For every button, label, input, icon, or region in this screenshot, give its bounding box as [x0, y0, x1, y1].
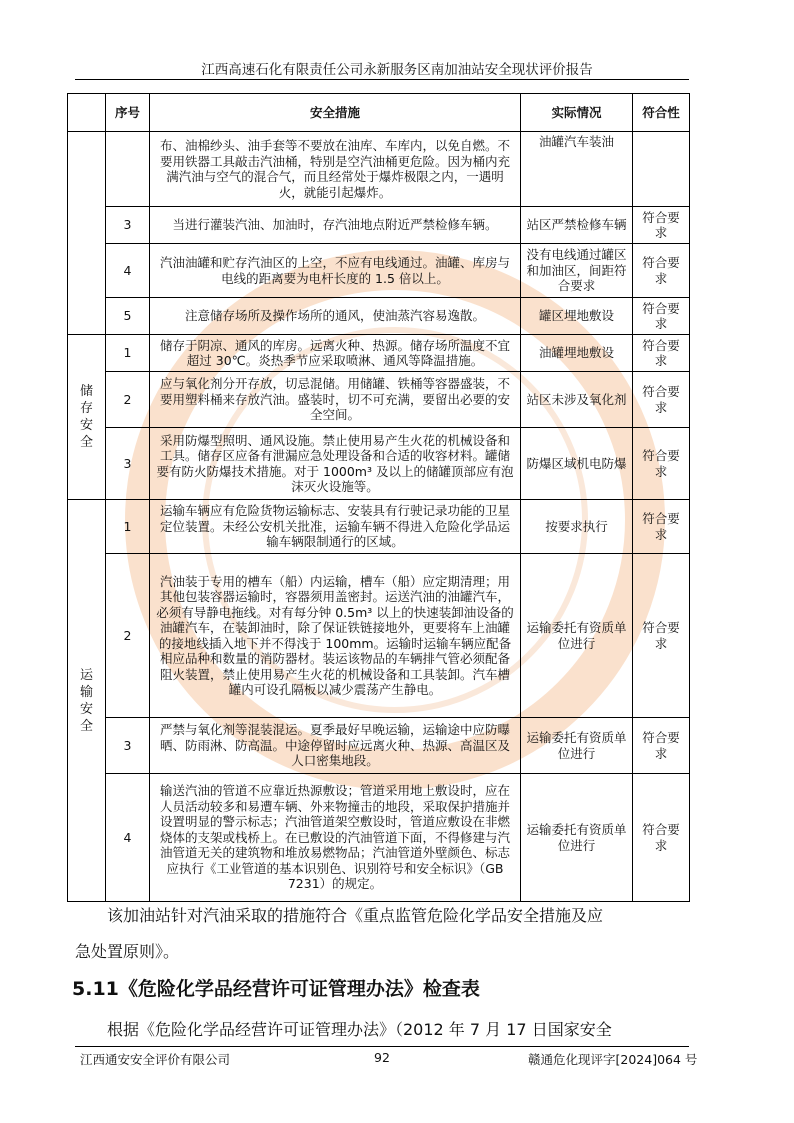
section-title: 5.11《危险化学品经营许可证管理办法》检查表	[72, 978, 480, 1000]
conclusion-line-1: 该加油站针对汽油采取的措施符合《重点监管危险化学品安全措施及应	[107, 906, 604, 925]
row-number: 3	[106, 428, 150, 500]
conform-cell: 符合要求	[633, 428, 690, 500]
row-number: 4	[106, 774, 150, 902]
row-number: 2	[106, 554, 150, 718]
row-number: 3	[106, 718, 150, 774]
table-header-row	[68, 94, 690, 132]
measure-cell: 布、油棉纱头、油手套等不要放在油库、车库内，以免自燃。不要用铁器工具敲击汽油桶，特别是空汽油桶更危险。因为桶内充满汽油与空气的混合气，而且经常处于爆炸极限之内，一遇明火，就能引起爆炸。	[150, 132, 521, 207]
table-row	[68, 207, 690, 244]
actual-cell: 没有电线通过罐区和加油区，间距符合要求	[521, 244, 633, 298]
measure-cell: 储存于阴凉、通风的库房。远离火种、热源。储存场所温度不宜超过 30℃。炎热季节应采取喷淋、通风等降温措施。	[150, 335, 521, 372]
row-number: 5	[106, 298, 150, 335]
footer-divider	[75, 1046, 689, 1047]
table-row	[68, 428, 690, 500]
row-number: 4	[106, 244, 150, 298]
actual-cell: 站区严禁检修车辆	[521, 207, 633, 244]
intro-paragraph: 根据《危险化学品经营许可证管理办法》（2012 年 7 月 17 日国家安全	[107, 1020, 612, 1039]
header-divider	[75, 79, 689, 80]
measure-cell: 汽油油罐和贮存汽油区的上空，不应有电线通过。油罐、库房与电线的距离要为电杆长度的 1.5 倍以上。	[150, 244, 521, 298]
measure-cell: 严禁与氧化剂等混装混运。夏季最好早晚运输，运输途中应防曝晒、防雨淋、防高温。中途停留时应远离火种、热源、高温区及人口密集地段。	[150, 718, 521, 774]
measure-cell: 采用防爆型照明、通风设施。禁止使用易产生火花的机械设备和工具。储存区应备有泄漏应急处理设备和合适的收容材料。罐储要有防火防爆技术措施。对于 1000m³ 及以上的储罐顶部应有泡沫灭火设施等。	[150, 428, 521, 500]
conform-cell: 符合要求	[633, 298, 690, 335]
actual-cell: 运输委托有资质单位进行	[521, 554, 633, 718]
actual-cell: 站区未涉及氧化剂	[521, 372, 633, 428]
conform-cell: 符合要求	[633, 774, 690, 902]
actual-cell: 油罐汽车装油	[521, 132, 633, 207]
page-header: 江西高速石化有限责任公司永新服务区南加油站安全现状评价报告	[201, 62, 593, 78]
conform-cell: 符合要求	[633, 335, 690, 372]
conform-header: 符合性	[633, 94, 690, 132]
row-number	[106, 132, 150, 207]
measure-cell: 输送汽油的管道不应靠近热源敷设；管道采用地上敷设时，应在人员活动较多和易遭车辆、外来物撞击的地段，采取保护措施并设置明显的警示标志；汽油管道架空敷设时，管道应敷设在非燃烧体的支架或栈桥上。在已敷设的汽油管道下面，不得修建与汽油管道无关的建筑物和堆放易燃物品；汽油管道外壁颜色、标志应执行《工业管道的基本识别色、识别符号和安全标识》（GB 7231）的规定。	[150, 774, 521, 902]
actual-cell: 罐区埋地敷设	[521, 298, 633, 335]
category-cell: 储存安全	[68, 335, 106, 500]
table-row	[68, 132, 690, 207]
footer-doc-number: 赣通危化现评字[2024]064 号	[528, 1052, 698, 1067]
page-number: 92	[374, 1050, 390, 1065]
conclusion-line-2: 急处置原则》。	[75, 942, 180, 961]
table-row	[68, 774, 690, 902]
category-cell	[68, 132, 106, 335]
actual-cell: 油罐埋地敷设	[521, 335, 633, 372]
table-row	[68, 298, 690, 335]
table-row	[68, 372, 690, 428]
conform-cell: 符合要求	[633, 500, 690, 554]
table-row	[68, 500, 690, 554]
row-number: 1	[106, 500, 150, 554]
safety-measures-table	[67, 93, 690, 902]
measure-cell: 应与氧化剂分开存放，切忌混储。用储罐、铁桶等容器盛装，不要用塑料桶来存放汽油。盛装时，切不可充满，要留出必要的安全空间。	[150, 372, 521, 428]
measure-header: 安全措施	[150, 94, 521, 132]
conform-cell	[633, 132, 690, 207]
row-number: 2	[106, 372, 150, 428]
conform-cell: 符合要求	[633, 554, 690, 718]
measure-cell: 当进行灌装汽油、加油时，存汽油地点附近严禁检修车辆。	[150, 207, 521, 244]
measure-cell: 运输车辆应有危险货物运输标志、安装具有行驶记录功能的卫星定位装置。未经公安机关批准，运输车辆不得进入危险化学品运输车辆限制通行的区域。	[150, 500, 521, 554]
row-number: 1	[106, 335, 150, 372]
table-row	[68, 718, 690, 774]
actual-header: 实际情况	[521, 94, 633, 132]
actual-cell: 防爆区域机电防爆	[521, 428, 633, 500]
table-row	[68, 554, 690, 718]
table-row	[68, 335, 690, 372]
conform-cell: 符合要求	[633, 244, 690, 298]
measure-cell: 注意储存场所及操作场所的通风，使油蒸汽容易逸散。	[150, 298, 521, 335]
conform-cell: 符合要求	[633, 372, 690, 428]
table-row	[68, 244, 690, 298]
actual-cell: 运输委托有资质单位进行	[521, 718, 633, 774]
actual-cell: 运输委托有资质单位进行	[521, 774, 633, 902]
category-header	[68, 94, 106, 132]
row-number: 3	[106, 207, 150, 244]
conform-cell: 符合要求	[633, 718, 690, 774]
conform-cell: 符合要求	[633, 207, 690, 244]
category-cell: 运输安全	[68, 500, 106, 902]
footer-company: 江西通安安全评价有限公司	[80, 1052, 231, 1067]
num-header: 序号	[106, 94, 150, 132]
actual-cell: 按要求执行	[521, 500, 633, 554]
measure-cell: 汽油装于专用的槽车（船）内运输，槽车（船）应定期清理；用其他包装容器运输时，容器须用盖密封。运送汽油的油罐汽车，必须有导静电拖线。对有每分钟 0.5m³ 以上的快速装卸油设备的油罐汽车，在装卸油时，除了保证铁链接地外，更要将车上油罐的接地线插入地下并不得浅于 100mm。运输时运输车辆应配备相应品种和数量的消防器材。装运该物品的车辆排气管必须配备阻火装置，禁止使用易产生火花的机械设备和工具装卸。汽车槽罐内可设孔隔板以减少震荡产生静电。	[150, 554, 521, 718]
